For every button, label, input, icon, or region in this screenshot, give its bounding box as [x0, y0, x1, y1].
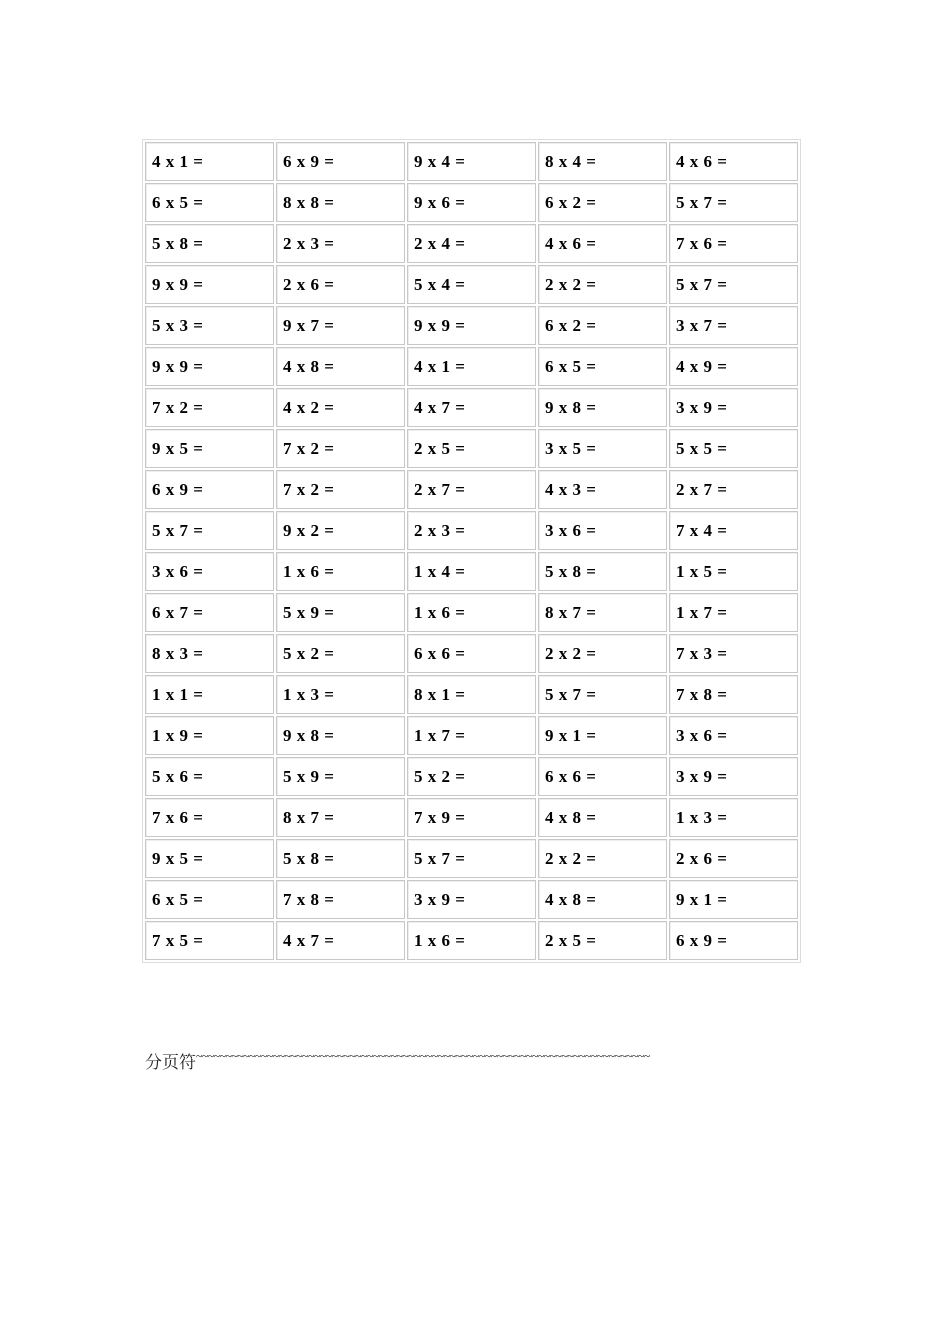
- worksheet-row: [145, 183, 798, 222]
- problem-cell: 6 x 6 =: [538, 757, 667, 796]
- problem-cell: 9 x 6 =: [407, 183, 536, 222]
- worksheet-row: [145, 798, 798, 837]
- problem-cell: 9 x 1 =: [669, 880, 798, 919]
- worksheet-row: [145, 634, 798, 673]
- problem-cell: 9 x 4 =: [407, 142, 536, 181]
- problem-cell: 3 x 9 =: [407, 880, 536, 919]
- problem-cell: 8 x 4 =: [538, 142, 667, 181]
- problem-cell: 3 x 9 =: [669, 757, 798, 796]
- problem-cell: 2 x 2 =: [538, 634, 667, 673]
- worksheet-row: [145, 757, 798, 796]
- problem-cell: 9 x 9 =: [145, 347, 274, 386]
- problem-cell: 7 x 4 =: [669, 511, 798, 550]
- problem-cell: 2 x 7 =: [407, 470, 536, 509]
- problem-cell: 5 x 7 =: [669, 183, 798, 222]
- problem-cell: 6 x 5 =: [145, 880, 274, 919]
- problem-cell: 1 x 3 =: [669, 798, 798, 837]
- problem-cell: 6 x 6 =: [407, 634, 536, 673]
- problem-cell: 5 x 7 =: [145, 511, 274, 550]
- problem-cell: 5 x 9 =: [276, 757, 405, 796]
- problem-cell: 4 x 9 =: [669, 347, 798, 386]
- problem-cell: 1 x 6 =: [276, 552, 405, 591]
- problem-cell: 6 x 7 =: [145, 593, 274, 632]
- problem-cell: 9 x 7 =: [276, 306, 405, 345]
- worksheet-row: [145, 306, 798, 345]
- problem-cell: 9 x 8 =: [276, 716, 405, 755]
- problem-cell: 3 x 7 =: [669, 306, 798, 345]
- problem-cell: 7 x 2 =: [276, 470, 405, 509]
- problem-cell: 8 x 3 =: [145, 634, 274, 673]
- problem-cell: 9 x 5 =: [145, 839, 274, 878]
- problem-cell: 7 x 6 =: [145, 798, 274, 837]
- problem-cell: 1 x 3 =: [276, 675, 405, 714]
- problem-cell: 3 x 9 =: [669, 388, 798, 427]
- problem-cell: 9 x 2 =: [276, 511, 405, 550]
- problem-cell: 5 x 7 =: [669, 265, 798, 304]
- problem-cell: 5 x 8 =: [538, 552, 667, 591]
- problem-cell: 1 x 6 =: [407, 921, 536, 960]
- problem-cell: 8 x 7 =: [276, 798, 405, 837]
- problem-cell: 2 x 2 =: [538, 265, 667, 304]
- problem-cell: 4 x 6 =: [538, 224, 667, 263]
- problem-cell: 1 x 6 =: [407, 593, 536, 632]
- problem-cell: 2 x 5 =: [407, 429, 536, 468]
- problem-cell: 3 x 6 =: [669, 716, 798, 755]
- problem-cell: 9 x 9 =: [407, 306, 536, 345]
- problem-cell: 6 x 5 =: [145, 183, 274, 222]
- problem-cell: 4 x 7 =: [407, 388, 536, 427]
- problem-cell: 1 x 5 =: [669, 552, 798, 591]
- worksheet-row: [145, 142, 798, 181]
- problem-cell: 8 x 8 =: [276, 183, 405, 222]
- worksheet-row: [145, 716, 798, 755]
- problem-cell: 5 x 4 =: [407, 265, 536, 304]
- problem-cell: 3 x 5 =: [538, 429, 667, 468]
- problem-cell: 9 x 8 =: [538, 388, 667, 427]
- worksheet-row: [145, 388, 798, 427]
- problem-cell: 9 x 9 =: [145, 265, 274, 304]
- problem-cell: 5 x 7 =: [407, 839, 536, 878]
- problem-cell: 2 x 3 =: [276, 224, 405, 263]
- problem-cell: 3 x 6 =: [145, 552, 274, 591]
- problem-cell: 6 x 5 =: [538, 347, 667, 386]
- multiplication-worksheet-table: [142, 139, 801, 963]
- worksheet-row: [145, 265, 798, 304]
- problem-cell: 5 x 5 =: [669, 429, 798, 468]
- worksheet-row: [145, 511, 798, 550]
- worksheet-row: [145, 921, 798, 960]
- problem-cell: 6 x 2 =: [538, 183, 667, 222]
- problem-cell: 4 x 3 =: [538, 470, 667, 509]
- problem-cell: 4 x 7 =: [276, 921, 405, 960]
- problem-cell: 4 x 6 =: [669, 142, 798, 181]
- problem-cell: 1 x 4 =: [407, 552, 536, 591]
- problem-cell: 7 x 2 =: [145, 388, 274, 427]
- problem-cell: 7 x 2 =: [276, 429, 405, 468]
- worksheet-row: [145, 347, 798, 386]
- problem-cell: 2 x 7 =: [669, 470, 798, 509]
- worksheet-row: [145, 470, 798, 509]
- problem-cell: 6 x 2 =: [538, 306, 667, 345]
- problem-cell: 2 x 4 =: [407, 224, 536, 263]
- problem-cell: 9 x 1 =: [538, 716, 667, 755]
- page-break-tildes: ~~~~~~~~~~~~~~~~~~~~~~~~~~~~~~~~~~~~~~~~~~~~~~~~~~~~~~~~~~~~~~~~~~~~~~~~~~~~~: [196, 1049, 650, 1063]
- problem-cell: 6 x 9 =: [145, 470, 274, 509]
- problem-cell: 6 x 9 =: [276, 142, 405, 181]
- problem-cell: 5 x 3 =: [145, 306, 274, 345]
- page-break-label: 分页符: [145, 1053, 196, 1073]
- page-break-marker: [145, 1048, 650, 1073]
- problem-cell: 9 x 5 =: [145, 429, 274, 468]
- problem-cell: 5 x 7 =: [538, 675, 667, 714]
- problem-cell: 1 x 1 =: [145, 675, 274, 714]
- problem-cell: 5 x 6 =: [145, 757, 274, 796]
- problem-cell: 5 x 8 =: [276, 839, 405, 878]
- problem-cell: 2 x 3 =: [407, 511, 536, 550]
- problem-cell: 4 x 1 =: [407, 347, 536, 386]
- problem-cell: 5 x 9 =: [276, 593, 405, 632]
- problem-cell: 7 x 6 =: [669, 224, 798, 263]
- problem-cell: 1 x 9 =: [145, 716, 274, 755]
- worksheet-row: [145, 880, 798, 919]
- worksheet-row: [145, 839, 798, 878]
- worksheet-row: [145, 675, 798, 714]
- problem-cell: 2 x 6 =: [669, 839, 798, 878]
- problem-cell: 4 x 8 =: [538, 880, 667, 919]
- worksheet-row: [145, 593, 798, 632]
- problem-cell: 1 x 7 =: [407, 716, 536, 755]
- problem-cell: 8 x 7 =: [538, 593, 667, 632]
- problem-cell: 7 x 3 =: [669, 634, 798, 673]
- problem-cell: 4 x 1 =: [145, 142, 274, 181]
- problem-cell: 1 x 7 =: [669, 593, 798, 632]
- problem-cell: 2 x 6 =: [276, 265, 405, 304]
- problem-cell: 7 x 8 =: [669, 675, 798, 714]
- problem-cell: 7 x 9 =: [407, 798, 536, 837]
- problem-cell: 5 x 2 =: [407, 757, 536, 796]
- problem-cell: 2 x 2 =: [538, 839, 667, 878]
- problem-cell: 5 x 2 =: [276, 634, 405, 673]
- problem-cell: 8 x 1 =: [407, 675, 536, 714]
- worksheet-row: [145, 224, 798, 263]
- problem-cell: 3 x 6 =: [538, 511, 667, 550]
- worksheet-body: [145, 142, 798, 960]
- problem-cell: 4 x 8 =: [276, 347, 405, 386]
- problem-cell: 2 x 5 =: [538, 921, 667, 960]
- problem-cell: 4 x 2 =: [276, 388, 405, 427]
- problem-cell: 7 x 8 =: [276, 880, 405, 919]
- problem-cell: 7 x 5 =: [145, 921, 274, 960]
- worksheet-row: [145, 552, 798, 591]
- problem-cell: 4 x 8 =: [538, 798, 667, 837]
- problem-cell: 6 x 9 =: [669, 921, 798, 960]
- problem-cell: 5 x 8 =: [145, 224, 274, 263]
- worksheet-row: [145, 429, 798, 468]
